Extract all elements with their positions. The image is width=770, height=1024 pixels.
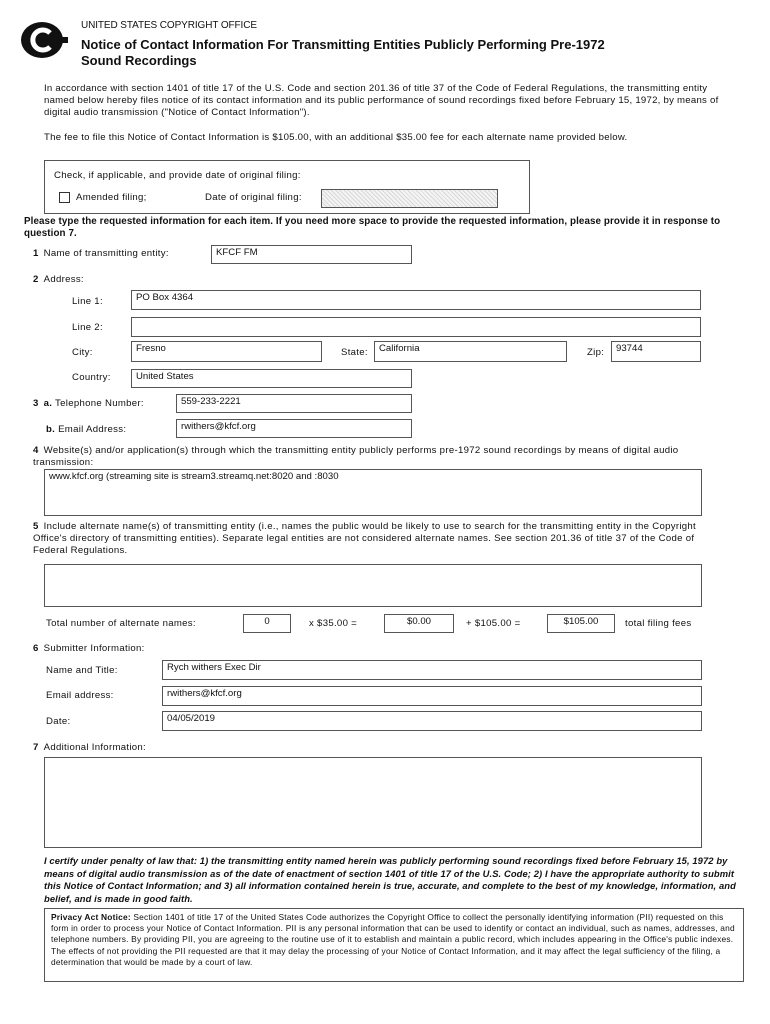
zip-field[interactable]: 93744 (611, 341, 701, 362)
intro-paragraph: In accordance with section 1401 of title 17 of the U.S. Code and section 201.36 of title 37 of the Code of Federal Regulations, the transmitting entity named below hereby files notice of its contact information and its public performance of sound recordings fixed before February 15, 1972, by means of digital audio transmission ("Notice of Contact Information"). (44, 83, 719, 118)
q5-label: 5 Include alternate name(s) of transmitting entity (i.e., names the public would be likely to use to search for the transmitting entity in the Copyright Office's directory of transmitting entities). Separate legal entities are not considered alternate names. See section 201.36 of title 37 of the Code of Federal Regulations. (33, 521, 697, 556)
address-line2-field[interactable] (131, 317, 701, 337)
agency-name: UNITED STATES COPYRIGHT OFFICE (81, 20, 257, 31)
city-label: City: (72, 347, 93, 358)
q7-label: 7 Additional Information: (33, 742, 147, 753)
telephone-field[interactable]: 559-233-2221 (176, 394, 412, 413)
submitter-email-label: Email address: (46, 690, 114, 701)
line1-label: Line 1: (72, 296, 103, 307)
additional-info-field[interactable] (44, 757, 702, 848)
zip-label: Zip: (587, 347, 605, 358)
q6-label: 6 Submitter Information: (33, 643, 145, 654)
address-line1-field[interactable]: PO Box 4364 (131, 290, 701, 310)
privacy-act-notice: Privacy Act Notice: Section 1401 of title 17 of the United States Code authorizes the Copyright Office to collect the personally identifying information (PII) requested on this form in order to process your Notice of Contact Information. PII is any personal information that can be used to identify or contact an individual, such as names, addresses, and telephone numbers. By providing PII, you are agreeing to the routine use of it to establish and maintain a public record, which includes appearing in the Office's public indexes. The effects of not providing the PII requested are that it may delay the processing of your Notice of Contact Information, and it may affect the legal sufficiency of the filing, a determination that would be made by a court of law. (44, 908, 744, 982)
instructions: Please type the requested information for each item. If you need more space to provide the requested information, please provide it in response to question 7. (24, 216, 721, 239)
copyright-office-logo (20, 20, 68, 60)
entity-name-field[interactable]: KFCF FM (211, 245, 412, 264)
original-date-field[interactable] (321, 189, 498, 208)
times-label: x $35.00 = (309, 618, 358, 629)
alternate-names-field[interactable] (44, 564, 702, 607)
submitter-name-field[interactable]: Rych withers Exec Dir (162, 660, 702, 680)
form-title: Notice of Contact Information For Transmitting Entities Publicly Performing Pre-1972 Sound Recordings (81, 37, 605, 68)
state-field[interactable]: California (374, 341, 567, 362)
email-address-field[interactable]: rwithers@kfcf.org (176, 419, 412, 438)
alternate-count-field[interactable]: 0 (243, 614, 291, 633)
submitter-date-field[interactable]: 04/05/2019 (162, 711, 702, 731)
plus-fee-label: + $105.00 = (466, 618, 521, 629)
alternate-subtotal-field[interactable]: $0.00 (384, 614, 454, 633)
amended-instruction: Check, if applicable, and provide date of original filing: (54, 170, 301, 181)
q2-label: 2 Address: (33, 274, 84, 285)
q1-label: 1 Name of transmitting entity: (33, 248, 169, 259)
total-names-label: Total number of alternate names: (46, 618, 196, 629)
country-label: Country: (72, 372, 111, 383)
submitter-date-label: Date: (46, 716, 71, 727)
amended-filing-label: Amended filing; (76, 192, 147, 203)
line2-label: Line 2: (72, 322, 103, 333)
city-field[interactable]: Fresno (131, 341, 322, 362)
submitter-email-field[interactable]: rwithers@kfcf.org (162, 686, 702, 706)
total-fee-suffix: total filing fees (625, 618, 692, 629)
country-field[interactable]: United States (131, 369, 412, 388)
website-field[interactable]: www.kfcf.org (streaming site is stream3.streamq.net:8020 and :8030 (44, 469, 702, 516)
q4-label: 4 Website(s) and/or application(s) through which the transmitting entity publicly performs pre-1972 sound recordings by means of digital audio transmission: (33, 445, 679, 468)
submitter-name-label: Name and Title: (46, 665, 118, 676)
amended-filing-checkbox[interactable] (59, 192, 70, 203)
total-fee-field[interactable]: $105.00 (547, 614, 615, 633)
original-date-label: Date of original filing: (205, 192, 302, 203)
certification-statement: I certify under penalty of law that: 1) the transmitting entity named herein was publicly performing sound recordings fixed before February 15, 1972 by means of digital audio transmission as of the date of enactment of section 1401 of title 17 of the U.S. Code; 2) I have the appropriate authority to submit this Notice of Contact Information; and 3) all information contained herein is true, accurate, and complete to the best of my knowledge, information, and belief, and is made in good faith. (44, 855, 736, 904)
state-label: State: (341, 347, 368, 358)
q3a-label: 3 a. Telephone Number: (33, 398, 144, 409)
q3b-label: b. Email Address: (46, 424, 127, 435)
fee-paragraph: The fee to file this Notice of Contact Information is $105.00, with an additional $35.00 fee for each alternate name provided below. (44, 132, 628, 143)
